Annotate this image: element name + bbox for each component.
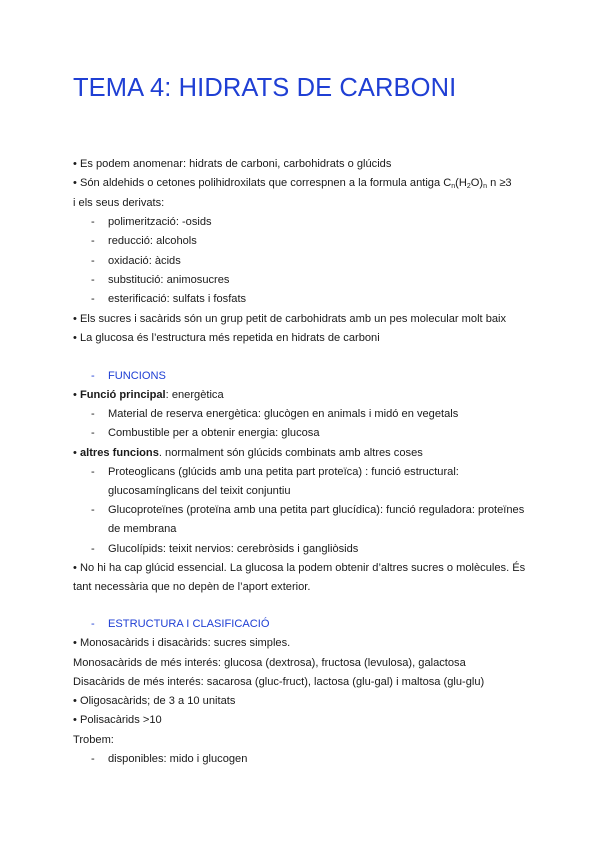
page-title: TEMA 4: HIDRATS DE CARBONI [73, 74, 457, 102]
note-line-2: tant necessària que no depèn de l’aport exterior. [73, 581, 311, 593]
estructura-line-2: Monosacàrids de més interés: glucosa (dextrosa), fructosa (levulosa), galactosa [73, 657, 466, 669]
document-page: TEMA 4: HIDRATS DE CARBONI • Es podem anomenar: hidrats de carboni, carbohidrats o glúcids • Són aldehids o cetones polihidroxilats que correspnen a la formula antiga $C_n(H_2O)_n$ n ≥3 i els seus derivats: - polimerització: -osids - reducció: alcohols - oxidació: àcids - substitució: animosucres - esterificació: sulfats i fosfats • Els sucres i sacàrids són un grup petit de carbohidrats amb un pes molecular molt baix • La glucosa és l’estructura més repetida en hidrats de carboni - FUNCIONS • Funció principal: energètica - Material de reserva energètica: glucògen en animals i midó en vegetals - Combustible per a obtenir energia: glucosa • altres funcions. normalment són glúcids combinats amb altres coses - Proteoglicans (glúcids amb una petita part proteïca) : funció estructural: glucosamínglicans del teixit conjuntiu - Glucoproteïnes (proteïna amb una petita part glucídica): funció reguladora: proteïnes de membrana - Glucolípids: teixit nervios: cerebròsids i gangliòsids • No hi ha cap glúcid essencial. La glucosa la podem obtenir d’altres sucres o molècules. És tant necessària que no depèn de l’aport exterior. - ESTRUCTURA I CLASIFICACIÓ • Monosacàrids i disacàrids: sucres simples. Monosacàrids de més interés: glucosa (dextrosa), fructosa (levulosa), galactosa Disacàrids de més interés: sacarosa (gluc-fruct), lactosa (glu-gal) i maltosa (glu-glu) • Oligosacàrids; de 3 a 10 unitats • Polisacàrids >10 Trobem: - disponibles: mido i glucogen [73, 74, 526, 765]
estructura-line-4: • Oligosacàrids; de 3 a 10 unitats [73, 695, 236, 707]
funcio-principal-line: • Funció principal: energètica [73, 389, 224, 401]
note-line-1: • No hi ha cap glúcid essencial. La glucosa la podem obtenir d’altres sucres o molècules. És [73, 562, 526, 574]
estructura-line-6: Trobem: [73, 734, 114, 746]
intro-line-1: • Es podem anomenar: hidrats de carboni, carbohidrats o glúcids [73, 158, 392, 170]
intro-line-2: • Són aldehids o cetones polihidroxilats que correspnen a la formula antiga $C_n(H_2O)_n$ n ≥3 [73, 177, 512, 190]
intro-line-3: i els seus derivats: [73, 197, 165, 209]
estructura-line-3: Disacàrids de més interés: sacarosa (gluc-fruct), lactosa (glu-gal) i maltosa (glu-glu) [73, 676, 485, 688]
intro-line-4: • Els sucres i sacàrids són un grup petit de carbohidrats amb un pes molecular molt baix [73, 313, 507, 325]
estructura-line-5: • Polisacàrids >10 [73, 714, 162, 726]
intro-line-5: • La glucosa és l’estructura més repetida en hidrats de carboni [73, 332, 380, 344]
altres-funcions-line: • altres funcions. normalment són glúcids combinats amb altres coses [73, 447, 423, 459]
estructura-line-1: • Monosacàrids i disacàrids: sucres simples. [73, 637, 291, 649]
